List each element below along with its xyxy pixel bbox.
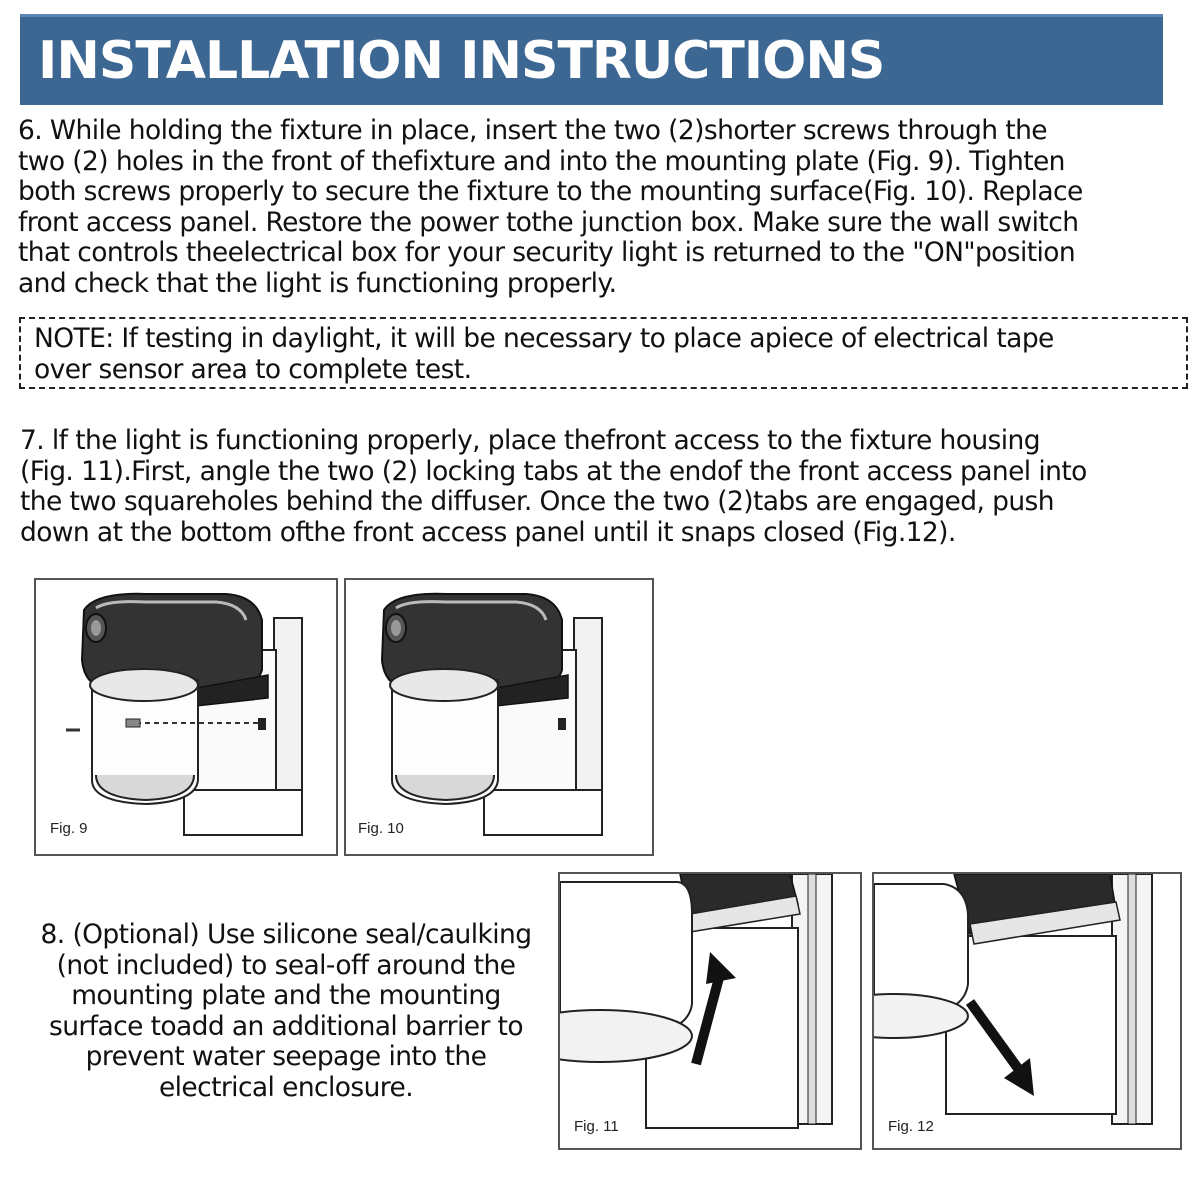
step-6-line: that controls theelectrical box for your security light is returned to the "ON"position <box>18 237 1076 268</box>
figure-11-label: Fig. 11 <box>574 1118 619 1135</box>
fixture-illustration-fig11 <box>560 874 860 1148</box>
fixture-illustration-fig10 <box>346 580 652 854</box>
note-line: over sensor area to complete test. <box>34 353 472 385</box>
figure-11 <box>558 872 862 1150</box>
step-6-line: and check that the light is functioning properly. <box>18 267 617 299</box>
step-7-text <box>20 426 1087 548</box>
step-8-text <box>16 920 556 1103</box>
step-8-line: surface toadd an additional barrier to <box>49 1010 523 1042</box>
figure-12 <box>872 872 1182 1150</box>
step-8-line: prevent water seepage into the <box>85 1041 487 1072</box>
figure-10-label: Fig. 10 <box>358 820 404 837</box>
step-7-line: the two squareholes behind the diffuser. Once the two (2)tabs are engaged, push <box>20 486 1054 517</box>
fixture-illustration-fig9 <box>36 580 336 854</box>
page-title: INSTALLATION INSTRUCTIONS <box>38 31 885 91</box>
figure-10 <box>344 578 654 856</box>
note-box <box>19 317 1188 389</box>
figure-12-label: Fig. 12 <box>888 1118 934 1135</box>
step-8-line: 8. (Optional) Use silicone seal/caulking <box>40 919 532 950</box>
step-8-line: mounting plate and the mounting <box>71 980 501 1011</box>
step-6-text <box>18 116 1083 299</box>
step-7-line: down at the bottom ofthe front access panel until it snaps closed (Fig.12). <box>20 516 956 548</box>
step-7-line: 7. lf the light is functioning properly, place thefront access to the fixture housing <box>20 425 1040 456</box>
header-banner <box>20 14 1163 105</box>
note-line: NOTE: If testing in daylight, it will be necessary to place apiece of electrical tape <box>34 323 1054 354</box>
figure-9-label: Fig. 9 <box>50 820 88 837</box>
step-6-line: front access panel. Restore the power tothe junction box. Make sure the wall switch <box>18 206 1079 238</box>
note-text <box>34 324 1054 385</box>
fixture-illustration-fig12 <box>874 874 1180 1148</box>
step-8-line: electrical enclosure. <box>158 1071 414 1103</box>
step-8-line: (not included) to seal-off around the <box>56 949 516 981</box>
figure-9 <box>34 578 338 856</box>
step-6-line: two (2) holes in the front of thefixture and into the mounting plate (Fig. 9). Tighten <box>18 145 1065 177</box>
step-6-line: both screws properly to secure the fixture to the mounting surface(Fig. 10). Replace <box>18 176 1083 207</box>
step-6-line: 6. While holding the fixture in place, insert the two (2)shorter screws through the <box>18 115 1047 146</box>
step-7-line: (Fig. 11).First, angle the two (2) locking tabs at the endof the front access panel into <box>20 455 1087 487</box>
